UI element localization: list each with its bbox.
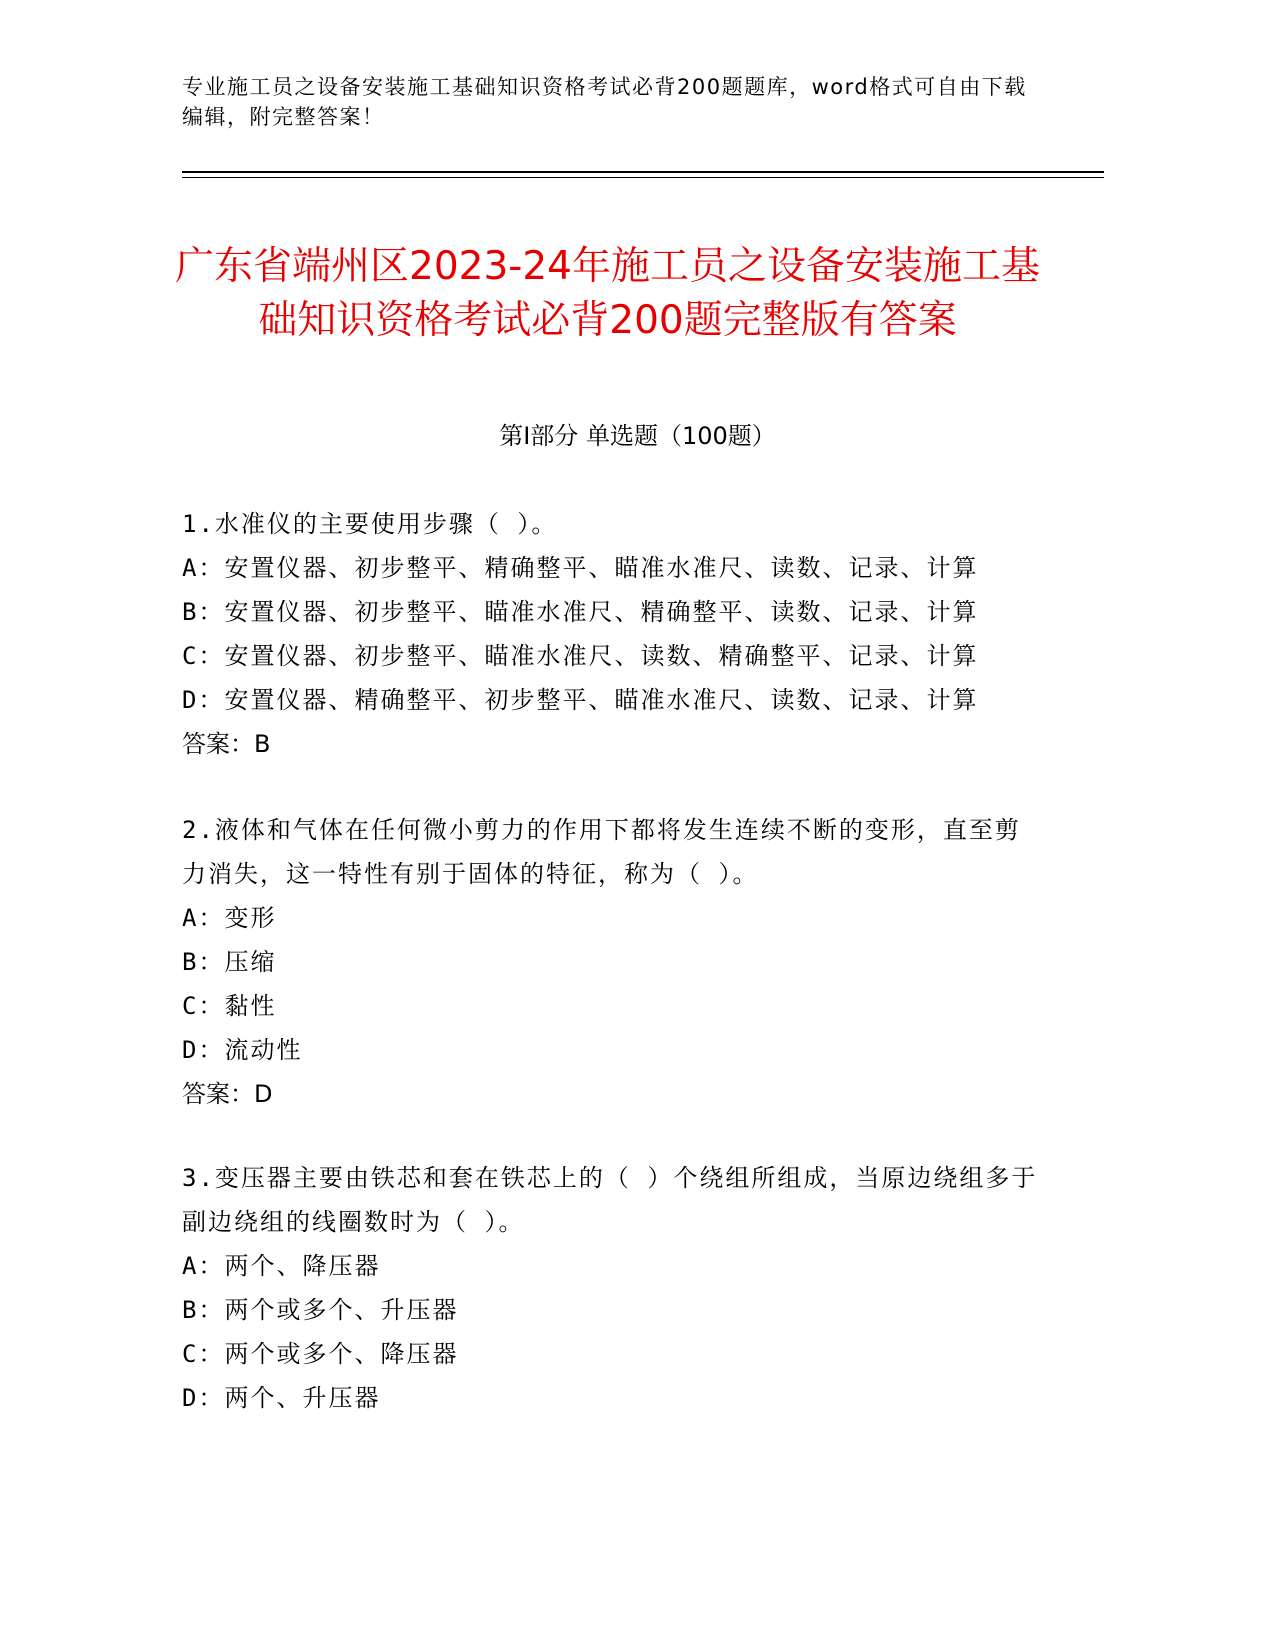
option-b: B：两个或多个、升压器	[182, 1296, 459, 1324]
option-c: C：安置仪器、初步整平、瞄准水准尺、读数、精确整平、记录、计算	[182, 642, 979, 670]
document-title: 广东省端州区2023-24年施工员之设备安装施工基础知识资格考试必背200题完整版有答案	[175, 244, 1040, 344]
option-c: C：两个或多个、降压器	[182, 1340, 459, 1368]
option-a: A：变形	[182, 904, 277, 932]
section-title: 第Ⅰ部分 单选题（100题）	[499, 422, 776, 450]
option-d: D：流动性	[182, 1036, 303, 1064]
option-b: B：压缩	[182, 948, 277, 976]
option-a: A：安置仪器、初步整平、精确整平、瞄准水准尺、读数、记录、计算	[182, 554, 979, 582]
answer: 答案：D	[182, 1080, 273, 1108]
question-stem: 3.变压器主要由铁芯和套在铁芯上的（ ）个绕组所组成，当原边绕组多于副边绕组的线圈数时为（ ）。	[182, 1164, 1038, 1236]
option-b: B：安置仪器、初步整平、瞄准水准尺、精确整平、读数、记录、计算	[182, 598, 979, 626]
question-2	[182, 808, 1042, 1116]
option-d: D：两个、升压器	[182, 1384, 381, 1412]
question-1	[182, 502, 1042, 766]
question-stem: 1.水准仪的主要使用步骤（ ）。	[182, 510, 558, 538]
option-d: D：安置仪器、精确整平、初步整平、瞄准水准尺、读数、记录、计算	[182, 686, 979, 714]
question-stem: 2.液体和气体在任何微小剪力的作用下都将发生连续不断的变形，直至剪力消失，这一特性有别于固体的特征，称为（ ）。	[182, 816, 1021, 888]
option-a: A：两个、降压器	[182, 1252, 381, 1280]
header-rule-thin	[182, 177, 1104, 178]
option-c: C：黏性	[182, 992, 277, 1020]
header-rule-thick	[182, 171, 1104, 173]
header-note: 专业施工员之设备安装施工基础知识资格考试必背200题题库，word格式可自由下载编辑，附完整答案！	[182, 75, 1027, 129]
question-3	[182, 1156, 1042, 1420]
answer: 答案：B	[182, 730, 271, 758]
